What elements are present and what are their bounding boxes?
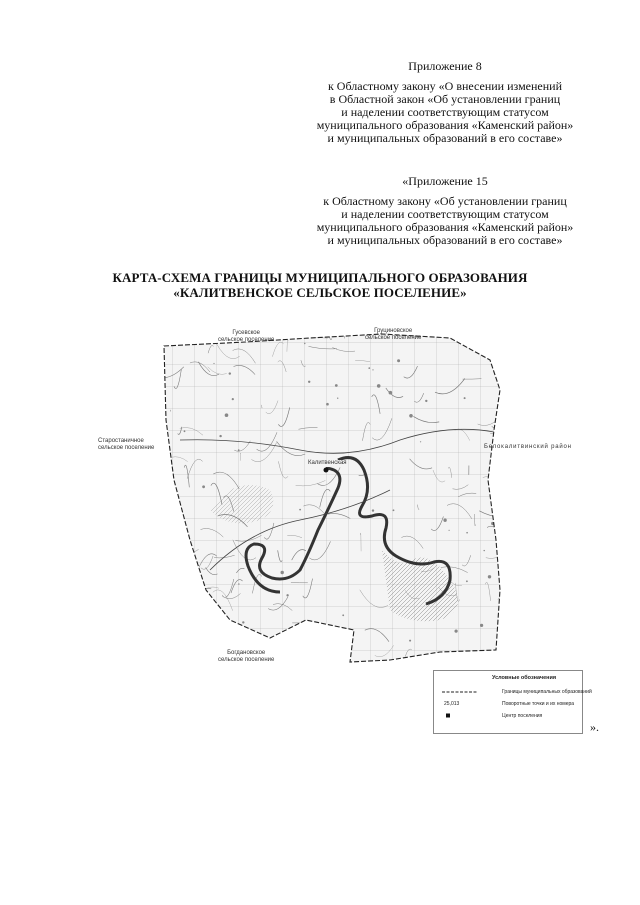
appendix-15-reference: [250, 175, 640, 247]
boundary-map: [98, 320, 610, 680]
boundary-line-icon: [440, 688, 480, 696]
appendix-15-line: и муниципальных образований в его составе»: [327, 233, 563, 247]
neighbor-label-starostanichnoe: Старостаничное сельское поселение: [98, 438, 155, 451]
legend-title: Условные обозначения: [492, 675, 557, 681]
settlement-center-marker: [324, 468, 329, 473]
appendix-8-line: в Областной закон «Об установлении границ: [329, 92, 561, 106]
map-drawing: [150, 320, 610, 680]
legend-item-label: Поворотные точки и их номера: [502, 701, 575, 707]
neighbor-label-bogdanovskoe: Богдановское сельское поселение: [218, 650, 275, 663]
neighbor-label-belokalitvinsky: Белокалитвинский район: [484, 444, 572, 450]
neighbor-label-gusevskoe: Гусевское сельское поселение: [218, 330, 275, 343]
settlement-name-label: Калитвенская: [308, 460, 347, 466]
appendix-8-line: и наделении соответствующим статусом: [341, 105, 549, 119]
legend-item-label: Границы муниципальных образований: [502, 689, 592, 695]
title-line-2: «КАЛИТВЕНСКОЕ СЕЛЬСКОЕ ПОСЕЛЕНИЕ»: [173, 285, 467, 300]
title-line-1: КАРТА-СХЕМА ГРАНИЦЫ МУНИЦИПАЛЬНОГО ОБРАЗОВАНИЯ: [112, 270, 528, 285]
settlement-center-icon: [440, 712, 480, 720]
appendix-15-line: муниципального образования «Каменский район»: [316, 220, 574, 234]
appendix-15-heading: «Приложение 15: [402, 174, 488, 188]
legend-item-center: [440, 712, 578, 720]
legend-item-boundary: [440, 688, 592, 696]
turning-point-icon: 25,013: [444, 701, 460, 707]
legend-item-label: Центр поселения: [502, 713, 543, 719]
neighbor-label-gruzinovskoe: Груциновское сельское поселение: [365, 328, 422, 341]
appendix-8-line: к Областному закону «О внесении изменений: [327, 79, 563, 93]
legend-item-turning-points: [440, 700, 578, 708]
closing-quote-mark: ».: [590, 720, 599, 734]
document-title: [0, 270, 640, 300]
appendix-15-line: к Областному закону «Об установлении границ: [323, 194, 567, 208]
appendix-8-line: и муниципальных образований в его составе»: [327, 131, 563, 145]
appendix-8-reference: [250, 60, 640, 145]
appendix-8-heading: Приложение 8: [408, 59, 482, 73]
map-legend: [433, 670, 592, 734]
appendix-8-line: муниципального образования «Каменский район»: [316, 118, 574, 132]
map-territory: [150, 320, 610, 680]
appendix-15-line: и наделении соответствующим статусом: [341, 207, 549, 221]
